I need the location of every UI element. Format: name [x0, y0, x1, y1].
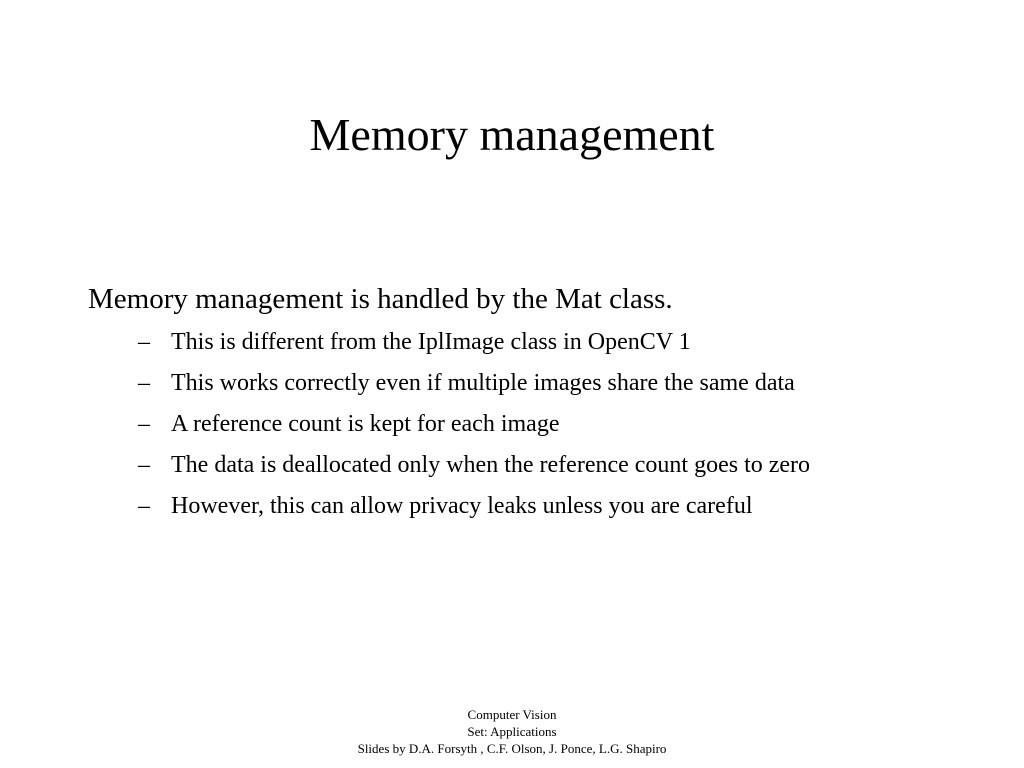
- sub-point: [88, 363, 988, 404]
- sub-point: [88, 445, 988, 486]
- sub-point-text: A reference count is kept for each image: [171, 411, 560, 437]
- dash-bullet-icon: –: [138, 329, 150, 355]
- sub-point-text: However, this can allow privacy leaks unless you are careful: [171, 493, 753, 519]
- footer-set: Set: Applications: [467, 724, 557, 739]
- main-point: Memory management is handled by the Mat class.: [88, 283, 673, 315]
- footer-course: Computer Vision: [467, 707, 557, 722]
- sub-point: [88, 404, 988, 445]
- dash-bullet-icon: –: [138, 411, 150, 437]
- sub-point-text: This is different from the IplImage class in OpenCV 1: [171, 329, 691, 355]
- footer-credits: Slides by D.A. Forsyth , C.F. Olson, J. Ponce, L.G. Shapiro: [357, 741, 667, 756]
- slide-body: [88, 280, 988, 527]
- slide-footer: [0, 706, 1024, 757]
- slide-title: Memory management: [309, 109, 715, 160]
- sub-point: [88, 486, 988, 527]
- dash-bullet-icon: –: [138, 370, 150, 396]
- sub-point-text: The data is deallocated only when the reference count goes to zero: [171, 452, 811, 478]
- sub-point-list: [88, 322, 988, 527]
- sub-point: [88, 322, 988, 363]
- dash-bullet-icon: –: [138, 452, 150, 478]
- dash-bullet-icon: –: [138, 493, 150, 519]
- sub-point-text: This works correctly even if multiple images share the same data: [171, 370, 795, 396]
